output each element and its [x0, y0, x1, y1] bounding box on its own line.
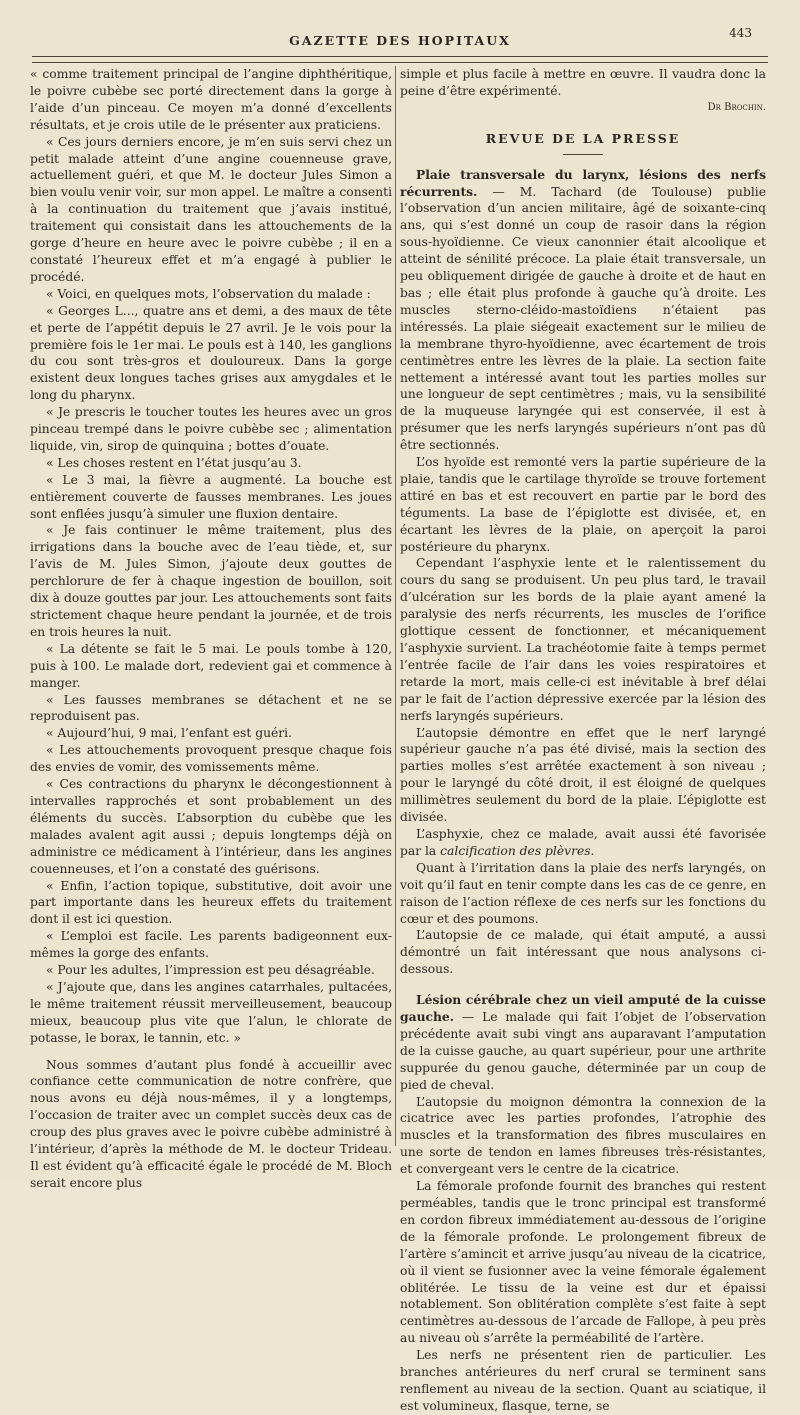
- sig-line: [400, 66, 766, 100]
- paragraph: « Les attouchements provoquent presque chaque fois des envies de vomir, des vomissements même.: [30, 743, 392, 775]
- paragraph: « Je fais continuer le même traitement, plus des irrigations dans la bouche avec de l’eau tiède, et, sur l’avis de M. Jules Simon, j’ajoute deux gouttes de perchlorure de fer à chaque ingestion de bouillon, soit dix à douze gouttes par jour. Les attouchements sont faits strictement chaque heure pendant la journée, et de trois en trois heures la nuit.: [30, 523, 392, 639]
- paragraph: « Les choses restent en l’état jusqu’au 3.: [46, 455, 302, 470]
- continuation-text: simple et plus facile à mettre en œuvre. Il vaudra donc la peine d’être expérimenté.: [400, 67, 766, 98]
- article-title: Lésion cérébrale chez un vieil amputé de la cuisse gauche.: [400, 992, 766, 1025]
- paragraph: « L’emploi est facile. Les parents badigeonnent eux-mêmes la gorge des enfants.: [30, 929, 392, 961]
- paragraph: « La détente se fait le 5 mai. Le pouls tombe à 120, puis à 100. Le malade dort, redevient gai et commence à manger.: [30, 641, 392, 690]
- paragraph: « Voici, en quelques mots, l’observation du malade :: [46, 286, 371, 301]
- section-rule: [563, 154, 603, 155]
- paragraph: « Pour les adultes, l’impression est peu désagréable.: [46, 963, 375, 978]
- article-amputee: [400, 992, 766, 1415]
- paragraph: L’autopsie de ce malade, qui était amputé, a aussi démontré un fait intéressant que nous analysons ci-dessous.: [400, 928, 766, 977]
- page-header: [30, 26, 770, 54]
- paragraph: « Enfin, l’action topique, substitutive, doit avoir une part importante dans les heureux effets du traitement dont il est ici question.: [30, 878, 392, 927]
- page-number: 443: [729, 26, 752, 40]
- header-rule: [32, 62, 768, 63]
- paragraph: Les nerfs ne présentent rien de particulier. Les branches antérieures du nerf crural se terminent sans renflement au niveau de la section. Quant au sciatique, il est volumineux, flasque, terne, se: [400, 1348, 766, 1413]
- header-rule: [32, 56, 768, 57]
- paragraph: « Le 3 mai, la fièvre a augmenté. La bouche est entièrement couverte de fausses membranes. Les joues sont enflées jusqu’à simuler une fluxion dentaire.: [30, 472, 392, 521]
- paragraph: « Je prescris le toucher toutes les heures avec un gros pinceau trempé dans le poivre cubèbe sec ; alimentation liquide, vin, sirop de quinquina ; bottes d’ouate.: [30, 405, 392, 453]
- paragraph: « Georges L..., quatre ans et demi, a des maux de tête et perte de l’appétit depuis le 27 avril. Je le vois pour la première fois le 1er mai. Le pouls est à 140, les ganglions du cou sont très-gros et douloureux. Dans la gorge existent deux longues taches grises aux amygdales et le long du pharynx.: [30, 303, 392, 403]
- paragraph: « Ces jours derniers encore, je m’en suis servi chez un petit malade atteint d’une angine couenneuse grave, actuellement guéri, et que M. le docteur Jules Simon a bien voulu venir voir, sur mon appel. Le maître a consenti à la continuation du traitement que j’avais institué, traitement qui consistait dans les attouchements de la gorge d’heure en heure avec le poivre cubèbe ; il en a constaté l’heureux effet et m’a engagé à publier le procédé.: [30, 134, 392, 284]
- paragraph: La fémorale profonde fournit des branches qui restent perméables, tandis que le tronc principal est transformé en cordon fibreux immédiatement au-dessous de l’origine de la fémorale profonde. Le prolongement fibreux de l’artère s’amincit et arrive jusqu’au niveau de la cicatrice, où il vient se fusionner avec la veine fémorale également oblitérée. Le tissu de la veine est dur et épaissi notablement. Son oblitération complète s’est faite à sept centimètres au-dessous de l’arcade de Fallope, à peu près au niveau où s’arrête la perméabilité de l’artère.: [400, 1179, 766, 1346]
- publication-title: GAZETTE DES HOPITAUX: [289, 33, 511, 48]
- paragraph: L’autopsie du moignon démontra la connexion de la cicatrice avec les parties profondes, l’atrophie des muscles et la transformation des fibres musculaires en une sorte de tendon en lames fibreuses très-résistantes, et convergeant vers le centre de la cicatrice.: [400, 1094, 766, 1177]
- author-signature: Dr Brochin.: [707, 101, 766, 113]
- article-title: Plaie transversale du larynx, lésions des nerfs récurrents.: [400, 166, 766, 199]
- paragraph: « Aujourd’hui, 9 mai, l’enfant est guéri.: [46, 726, 293, 741]
- article-lead: [400, 992, 766, 1093]
- column-divider: [395, 66, 396, 1146]
- paragraph: L’os hyoïde est remonté vers la partie supérieure de la plaie, tandis que le cartilage thyroïde se trouve fortement attiré en bas et est recouvert en partie par le bord des téguments. La base de l’épiglotte est divisée, et, en écartant les lèvres de la plaie, on aperçoit la paroi postérieure du pharynx.: [400, 455, 766, 554]
- article-lead-text: — Le malade qui fait l’objet de l’observation précédente avait subi vingt ans auparavant l’amputation de la cuisse gauche, au quart supérieur, pour une arthrite suppurée du genou gauche, déterminée par un coup de pied de cheval.: [400, 1010, 766, 1092]
- article-lead-text: — M. Tachard (de Toulouse) publie l’observation d’un ancien militaire, âgé de soixante-cinq ans, qui s’est donné un coup de rasoir dans la région sous-hyoïdienne. Ce vieux canonnier était alcoolique et atteint de sénilité précoce. La plaie était transversale, un peu obliquement dirigée de gauche à droite et de haut en bas ; elle était plus profonde à gauche qu’à droite. Les muscles sterno-cléido-mastoïdiens n’étaient pas intéressés. La plaie siégeait exactement sur le milieu de la membrane thyro-hyoïdienne, avec écartement de trois centimètres entre les lèvres de la plaie. La section faite nettement a intéressé avant tout les parties molles sur une longueur de sept centimètres ; mais, vu la sensibilité de la muqueuse laryngée qui est conservée, il est à présumer que les nerfs laryngés supérieurs n’ont pas dû être sectionnés.: [400, 184, 766, 453]
- paragraph: « J’ajoute que, dans les angines catarrhales, pultacées, le même traitement réussit merveilleusement, beaucoup mieux, beaucoup plus vite que l’alun, le chlorate de potasse, le borax, le tannin, etc. »: [30, 979, 392, 1045]
- paragraph: Quant à l’irritation dans la plaie des nerfs laryngés, on voit qu’il faut en tenir compte dans les cas de ce genre, en raison de l’action réflexe de ces nerfs sur les fonctions du cœur et des poumons.: [400, 860, 766, 926]
- paragraph: « comme traitement principal de l’angine diphthéritique, le poivre cubèbe sec porté directement dans la gorge à l’aide d’un pinceau. Ce moyen m’a donné d’excellents résultats, et je crois utile de le présenter aux praticiens.: [30, 67, 392, 132]
- left-column: [30, 66, 392, 1192]
- paragraph: « Ces contractions du pharynx le décongestionnent à intervalles rapprochés et sont probablement un des éléments du succès. L’absorption du cubèbe que les malades avalent agit aussi ; depuis longtemps déjà on administre ce médicament à l’intérieur, dans les angines couenneuses, et l’on a constaté des guérisons.: [30, 777, 392, 876]
- paragraph: [400, 826, 766, 860]
- article-lead: [400, 167, 766, 454]
- paragraph: L’autopsie démontre en effet que le nerf laryngé supérieur gauche n’a pas été divisé, mais la section des parties molles s’est arrêtée exactement à son niveau ; pour le laryngé du côté droit, il est éloigné de quelques millimètres seulement du bord de la plaie. L’épiglotte est divisée.: [400, 725, 766, 825]
- paragraph: Cependant l’asphyxie lente et le ralentissement du cours du sang se produisent. Un peu plus tard, le travail d’ulcération sur les bords de la plaie ayant amené la paralysie des nerfs récurrents, les muscles de l’orifice glottique cessent de fonctionner, et mécaniquement l’asphyxie survient. La trachéotomie faite à temps permet l’entrée facile de l’air dans les voies respiratoires et retarde la mort, mais celle-ci est inévitable à bref délai par le fait de l’action dépressive exercée par la lésion des nerfs laryngés supérieurs.: [400, 556, 766, 723]
- asphyxia-text: L’asphyxie, chez ce malade, avait aussi été favorisée par la: [400, 826, 766, 858]
- section-title: REVUE DE LA PRESSE: [485, 130, 681, 146]
- asphyxia-emphasis: calcification des plèvres.: [440, 843, 595, 858]
- paragraph: « Les fausses membranes se détachent et ne se reproduisent pas.: [30, 692, 392, 724]
- article-larynx: [400, 167, 766, 979]
- right-column: [400, 66, 766, 1415]
- editorial-paragraph: Nous sommes d’autant plus fondé à accueillir avec confiance cette communication de notre confrère, que nous avons eu déjà nous-mêmes, il y a longtemps, l’occasion de traiter avec un complet succès deux cas de croup des plus graves avec le poivre cubèbe administré à l’intérieur, d’après la méthode de M. le docteur Trideau. Il est évident qu’à efficacité égale le procédé de M. Bloch serait encore plus: [30, 1057, 392, 1190]
